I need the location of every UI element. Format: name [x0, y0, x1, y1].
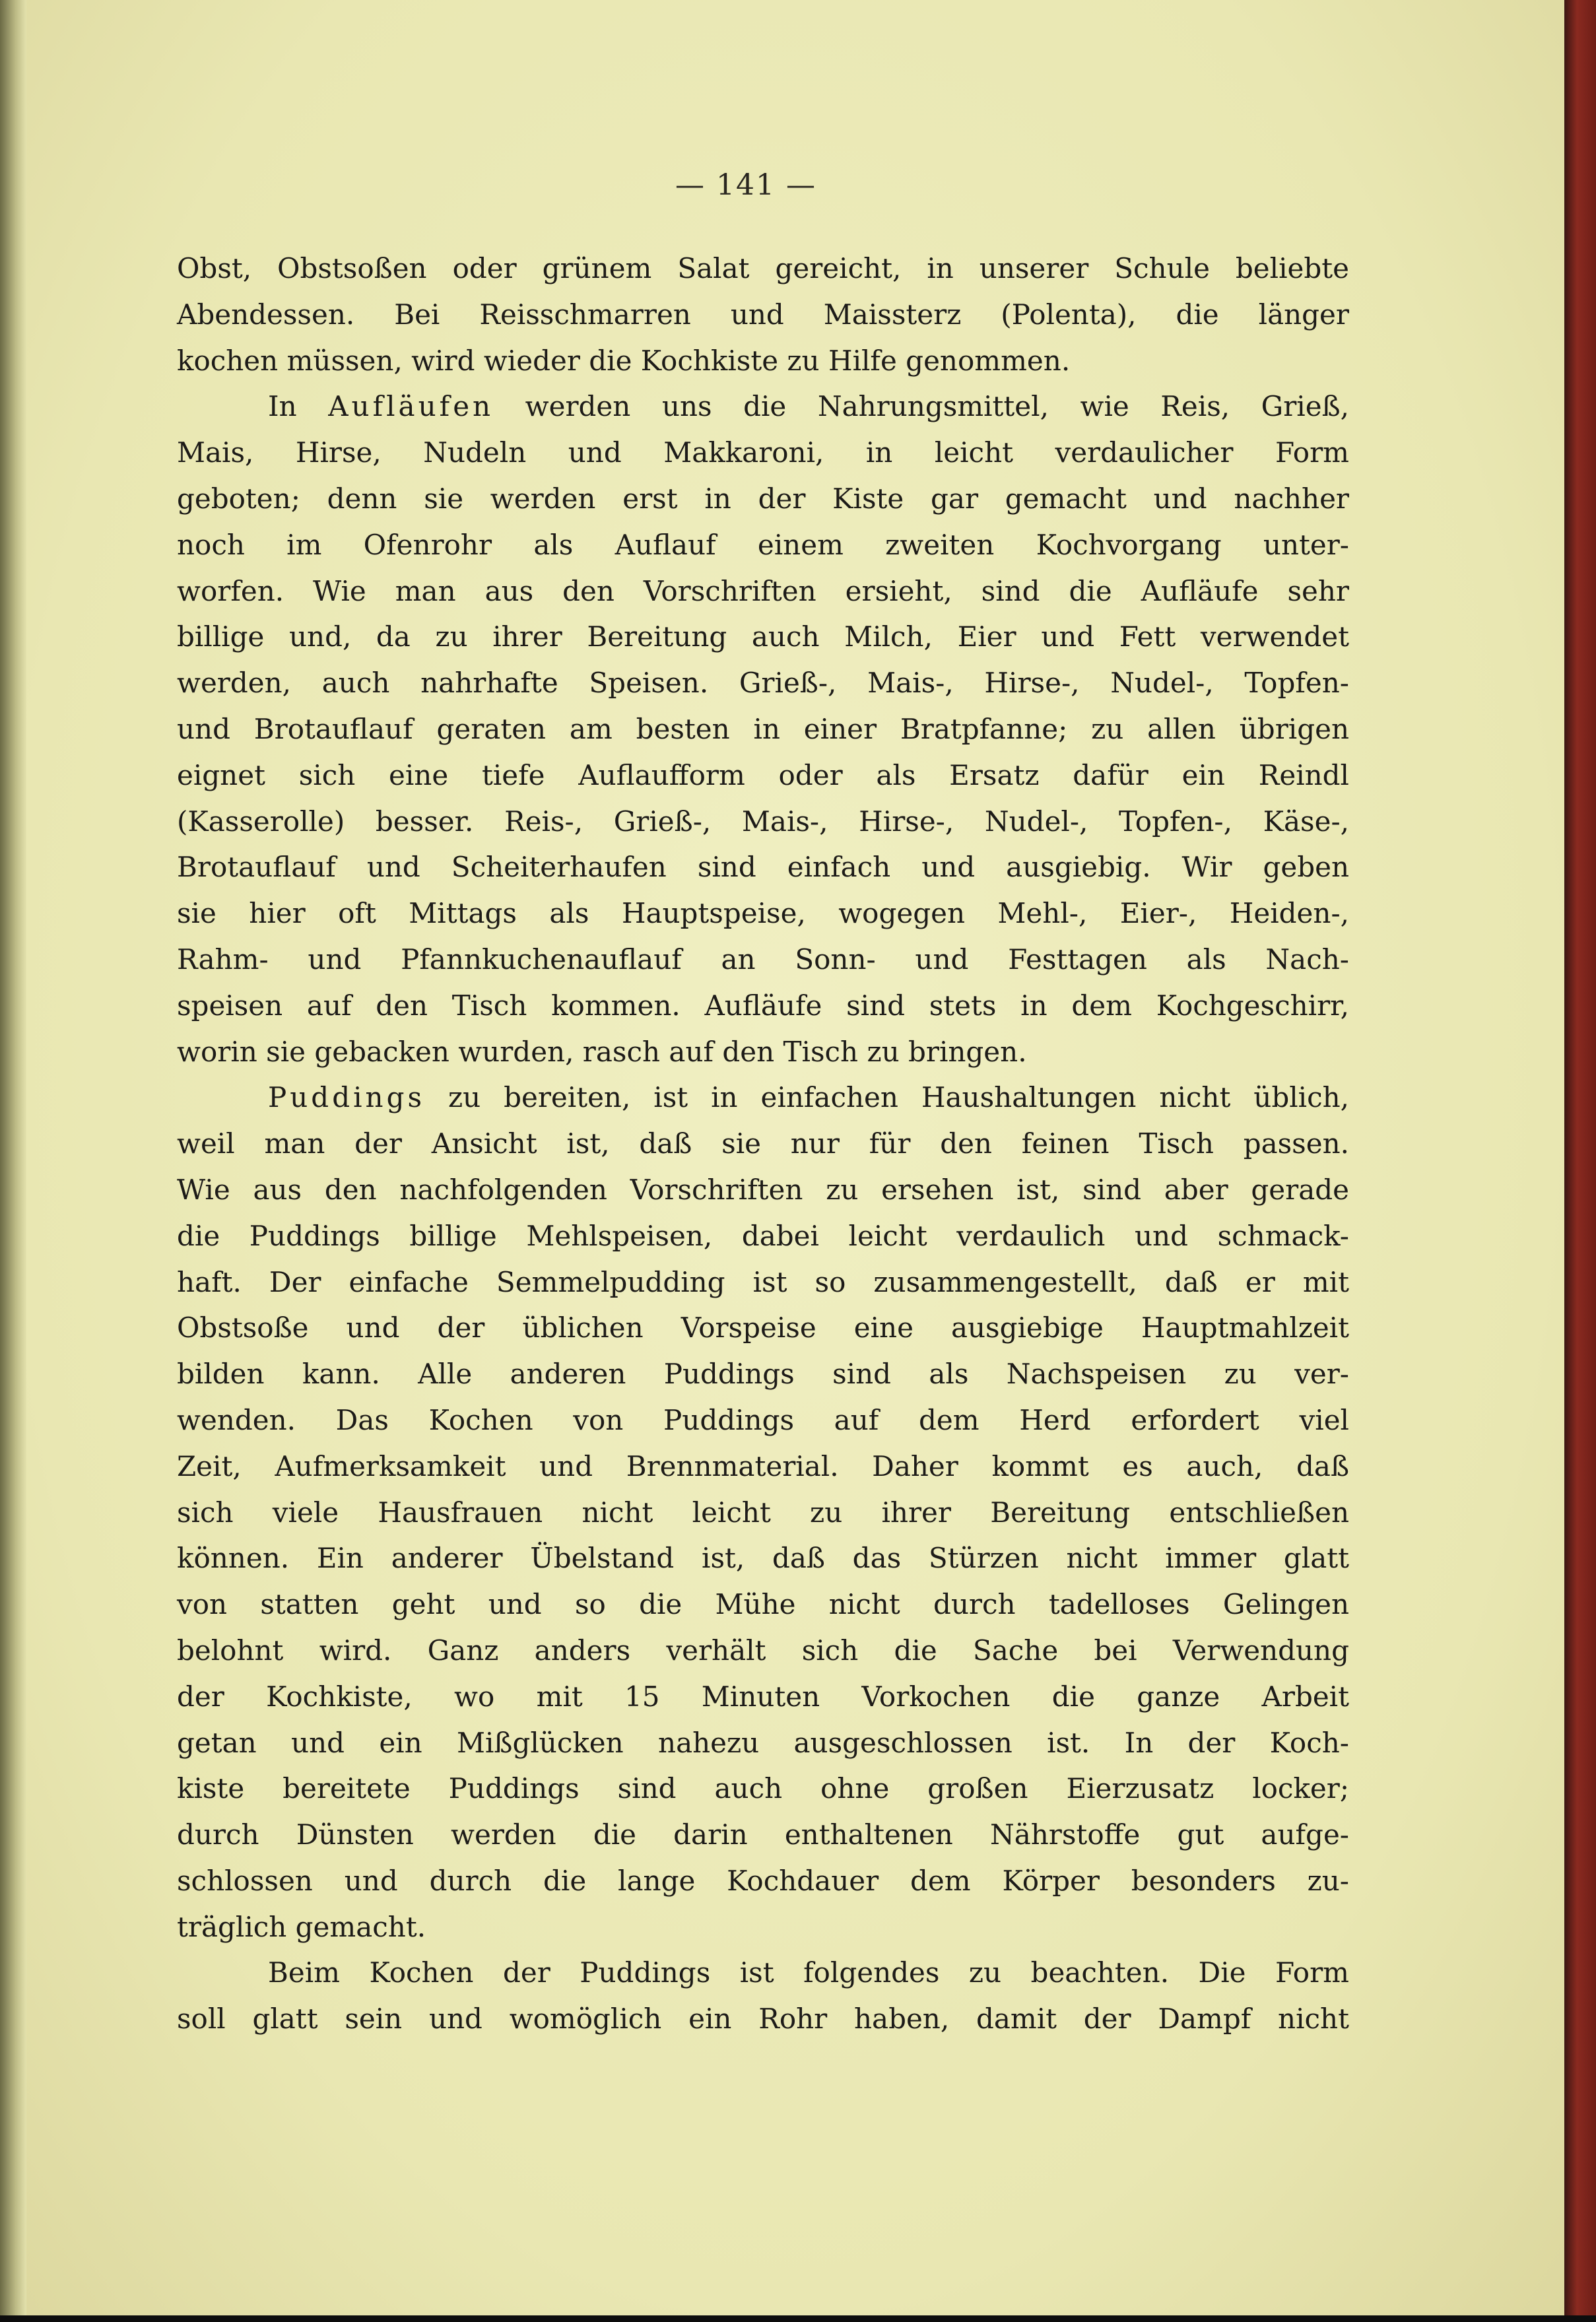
text-line: Beim Kochen der Puddings ist folgendes zu beachten. Die Form	[268, 1956, 1349, 1989]
book-edge	[1564, 0, 1596, 2322]
text-line: worfen. Wie man aus den Vorschriften ersieht, sind die Aufläufe sehr	[177, 574, 1349, 607]
text-line: Abendessen. Bei Reisschmarren und Maissterz (Polenta), die länger	[177, 298, 1349, 331]
text-line: können. Ein anderer Übelstand ist, daß das Stürzen nicht immer glatt	[177, 1542, 1349, 1575]
text-line: der Kochkiste, wo mit 15 Minuten Vorkochen die ganze Arbeit	[177, 1680, 1349, 1713]
text-line: kiste bereitete Puddings sind auch ohne großen Eierzusatz locker;	[177, 1772, 1349, 1805]
text-line: getan und ein Mißglücken nahezu ausgeschlossen ist. In der Koch-	[177, 1726, 1349, 1759]
body-text	[177, 246, 1349, 2042]
text-line: wenden. Das Kochen von Puddings auf dem Herd erfordert viel	[177, 1403, 1349, 1436]
text-line	[177, 1075, 1349, 1121]
text-line: bilden kann. Alle anderen Puddings sind als Nachspeisen zu ver-	[177, 1358, 1349, 1391]
text-line: die Puddings billige Mehlspeisen, dabei leicht verdaulich und schmack-	[177, 1219, 1349, 1252]
text-line: belohnt wird. Ganz anders verhält sich die Sache bei Verwendung	[177, 1634, 1349, 1667]
text-line: speisen auf den Tisch kommen. Aufläufe sind stets in dem Kochgeschirr,	[177, 989, 1349, 1022]
text-line: von statten geht und so die Mühe nicht durch tadelloses Gelingen	[177, 1588, 1349, 1621]
text-line: eignet sich eine tiefe Auflaufform oder als Ersatz dafür ein Reindl	[177, 758, 1349, 791]
text-line: Brotauflauf und Scheiterhaufen sind einfach und ausgiebig. Wir geben	[177, 851, 1349, 884]
text-line: Wie aus den nachfolgenden Vorschriften zu ersehen ist, sind aber gerade	[177, 1173, 1349, 1206]
text-line: sie hier oft Mittags als Hauptspeise, wogegen Mehl-, Eier-, Heiden-,	[177, 897, 1349, 930]
line-prefix: In	[268, 390, 329, 423]
text-line: kochen müssen, wird wieder die Kochkiste zu Hilfe genommen.	[177, 344, 1071, 377]
text-line: schlossen und durch die lange Kochdauer dem Körper besonders zu-	[177, 1864, 1349, 1897]
scan-border	[0, 2315, 1596, 2322]
text-line: worin sie gebacken wurden, rasch auf den Tisch zu bringen.	[177, 1035, 1027, 1068]
text-line: (Kasserolle) besser. Reis-, Grieß-, Mais-, Hirse-, Nudel-, Topfen-, Käse-,	[177, 805, 1349, 838]
text-line: soll glatt sein und womöglich ein Rohr haben, damit der Dampf nicht	[177, 2003, 1349, 2036]
text-line: Obstsoße und der üblichen Vorspeise eine ausgiebige Hauptmahlzeit	[177, 1311, 1349, 1344]
page-number: — 141 —	[675, 168, 816, 202]
text-line: und Brotauflauf geraten am besten in einer Bratpfanne; zu allen übrigen	[177, 712, 1349, 745]
text-line: haft. Der einfache Semmelpudding ist so zusammengestellt, daß er mit	[177, 1265, 1349, 1298]
book-binding	[0, 0, 26, 2322]
text-line: Mais, Hirse, Nudeln und Makkaroni, in leicht verdaulicher Form	[177, 436, 1349, 469]
text-line: werden, auch nahrhafte Speisen. Grieß-, Mais-, Hirse-, Nudel-, Topfen-	[177, 667, 1349, 700]
text-line: träglich gemacht.	[177, 1910, 426, 1943]
line-rest: werden uns die Nahrungsmittel, wie Reis, Grieß,	[494, 390, 1349, 423]
text-line: geboten; denn sie werden erst in der Kiste gar gemacht und nachher	[177, 482, 1349, 515]
emphasized-term: Aufläufen	[328, 390, 494, 423]
text-line	[177, 383, 1349, 430]
text-line: noch im Ofenrohr als Auflauf einem zweiten Kochvorgang unter-	[177, 528, 1349, 561]
text-line: Rahm- und Pfannkuchenauflauf an Sonn- und Festtagen als Nach-	[177, 943, 1349, 976]
text-line: Obst, Obstsoßen oder grünem Salat gereicht, in unserer Schule beliebte	[177, 252, 1349, 284]
text-line: durch Dünsten werden die darin enthaltenen Nährstoffe gut aufge-	[177, 1818, 1349, 1851]
emphasized-term: Puddings	[268, 1081, 426, 1114]
text-line: sich viele Hausfrauen nicht leicht zu ihrer Bereitung entschließen	[177, 1496, 1349, 1529]
text-line: billige und, da zu ihrer Bereitung auch Milch, Eier und Fett verwendet	[177, 620, 1349, 653]
text-line: Zeit, Aufmerksamkeit und Brennmaterial. Daher kommt es auch, daß	[177, 1449, 1349, 1482]
text-line: weil man der Ansicht ist, daß sie nur für den feinen Tisch passen.	[177, 1127, 1349, 1160]
line-rest: zu bereiten, ist in einfachen Haushaltungen nicht üblich,	[425, 1081, 1349, 1114]
